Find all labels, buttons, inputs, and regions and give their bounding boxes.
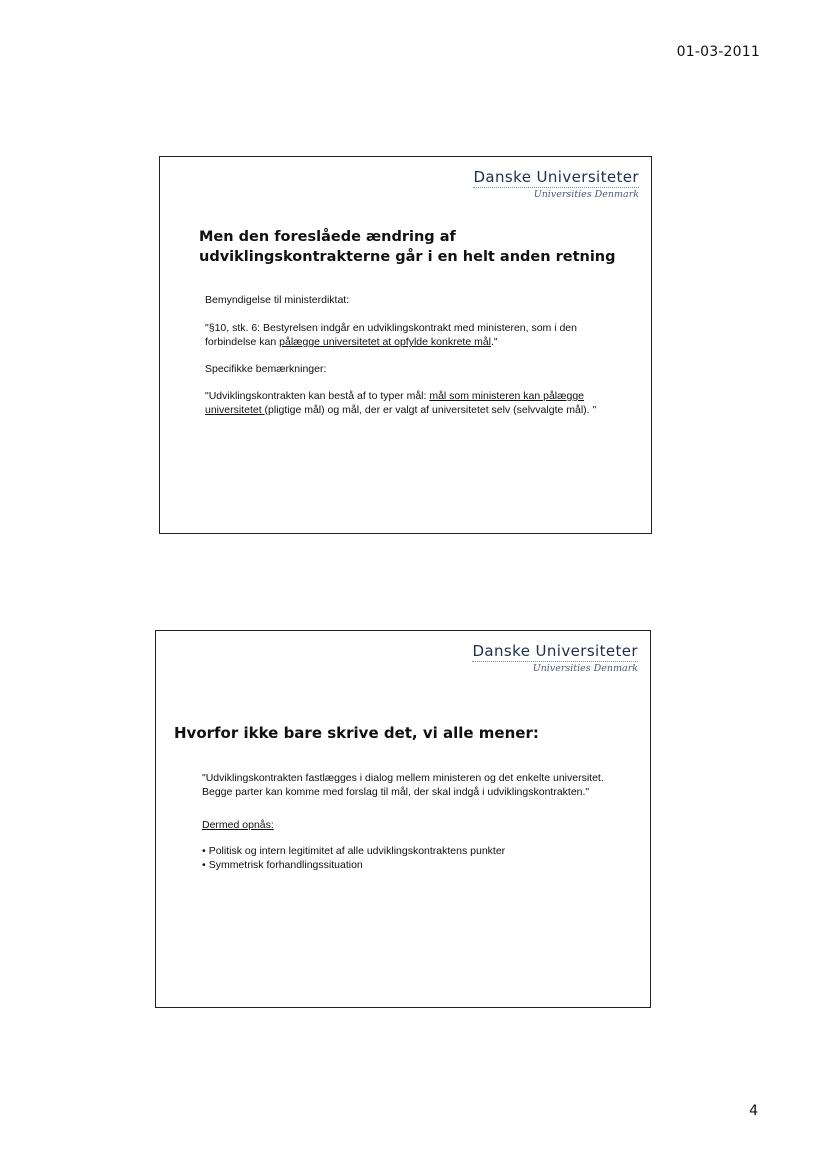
- slide-1-title: Men den foreslåede ændring af udviklingskontrakterne går i en helt anden retning: [199, 229, 616, 265]
- bullet-text: Symmetrisk forhandlingssituation: [208, 859, 363, 871]
- logo-main-text: Danske Universiteter: [473, 168, 639, 186]
- logo-danske-universiteter: [473, 169, 639, 200]
- quote-udviklingskontrakten: [205, 389, 625, 417]
- bullet-dot-icon: •: [202, 859, 206, 871]
- quote-dialog: "Udviklingskontrakten fastlægges i dialog mellem ministeren og det enkelte universitet. Begge parter kan komme med forslag til mål, der skal indgå i udviklingskontrakten.": [202, 772, 604, 798]
- bullet-list: [202, 844, 622, 872]
- slide-2-title: Hvorfor ikke bare skrive det, vi alle mener:: [174, 724, 539, 742]
- logo-danske-universiteter: [472, 643, 638, 674]
- logo-sub-text: Universities Denmark: [533, 189, 639, 200]
- quote-2-pre: "Udviklingskontrakten kan bestå af to typer mål:: [205, 390, 430, 402]
- quote-1-pre: "§10, stk. 6: Bestyrelsen indgår en udviklingskontrakt med ministeren, som i den forbindelse kan: [205, 322, 577, 348]
- subheading-dermed-opnaas: Dermed opnås:: [202, 819, 274, 831]
- bullet-dot-icon: •: [202, 845, 206, 857]
- quote-1-underlined: pålægge universitetet at opfylde konkrete mål: [279, 336, 492, 348]
- quote-1-post: .": [491, 336, 498, 348]
- slide-1: [159, 156, 652, 534]
- bullet-item: [202, 858, 622, 872]
- logo-main-text: Danske Universiteter: [472, 642, 638, 660]
- quote-paragraph-10: [205, 321, 625, 349]
- heading-ministerdiktat: Bemyndigelse til ministerdiktat:: [205, 294, 350, 306]
- page-number: 4: [749, 1103, 758, 1119]
- header-date: 01-03-2011: [676, 44, 760, 60]
- quote-2-post: (pligtige mål) og mål, der er valgt af universitetet selv (selvvalgte mål). ": [264, 404, 597, 416]
- heading-specifikke-bemaerkninger: Specifikke bemærkninger:: [205, 363, 327, 375]
- quote-2-underlined: mål som ministeren kan pålægge universitetet: [205, 390, 584, 416]
- slide-2-body: [202, 771, 622, 872]
- bullet-text: Politisk og intern legitimitet af alle udviklingskontraktens punkter: [208, 845, 506, 857]
- slide-2: [155, 630, 651, 1008]
- slide-1-body: [205, 293, 625, 417]
- logo-sub-text: Universities Denmark: [532, 663, 638, 674]
- bullet-item: [202, 844, 622, 858]
